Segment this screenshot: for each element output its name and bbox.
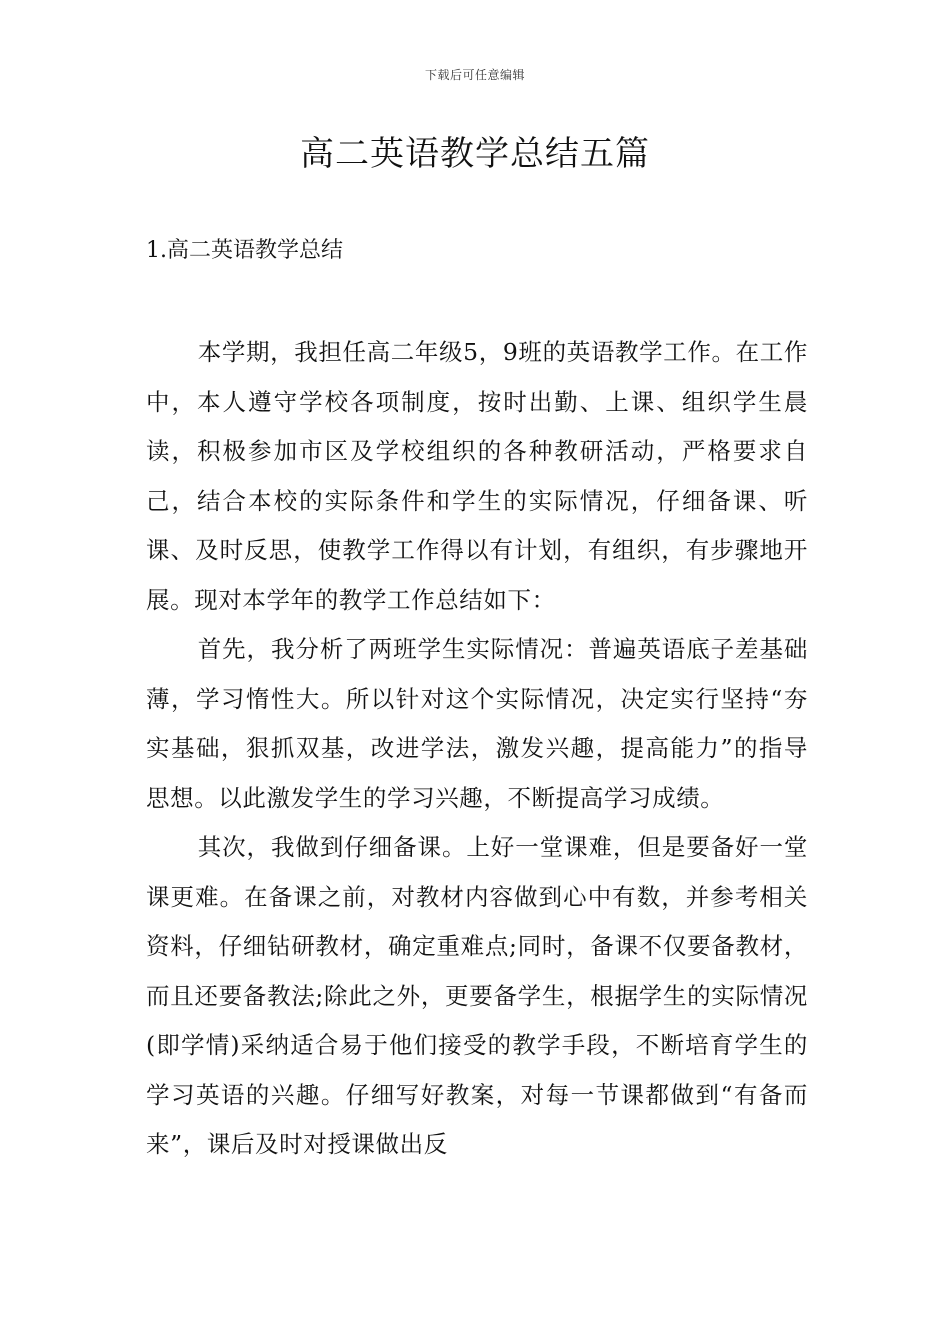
paragraph-3: 其次，我做到仔细备课。上好一堂课难，但是要备好一堂课更难。在备课之前，对教材内容做到心中有数，并参考相关资料，仔细钻研教材，确定重难点;同时，备课不仅要备教材，而且还要备教法;除此之外，更要备学生，根据学生的实际情况(即学情)采纳适合易于他们接受的教学手段，不断培育学生的学习英语的兴趣。仔细写好教案，对每一节课都做到“有备而来”，课后及时对授课做出反 [146,833,808,1158]
section-heading: 1.高二英语教学总结 [146,238,343,263]
body-text [146,328,808,1170]
paragraph-2: 首先，我分析了两班学生实际情况：普遍英语底子差基础薄，学习惰性大。所以针对这个实际情况，决定实行坚持“夯实基础，狠抓双基，改进学法，激发兴趣，提高能力”的指导思想。以此激发学生的学习兴趣，不断提高学习成绩。 [146,635,808,812]
document-title: 高二英语教学总结五篇 [300,134,650,174]
paragraph-1: 本学期，我担任高二年级5，9班的英语教学工作。在工作中，本人遵守学校各项制度，按时出勤、上课、组织学生晨读，积极参加市区及学校组织的各种教研活动，严格要求自己，结合本校的实际条件和学生的实际情况，仔细备课、听课、及时反思，使教学工作得以有计划，有组织，有步骤地开展。现对本学年的教学工作总结如下： [146,338,808,614]
header-note: 下载后可任意编辑 [424,68,525,82]
